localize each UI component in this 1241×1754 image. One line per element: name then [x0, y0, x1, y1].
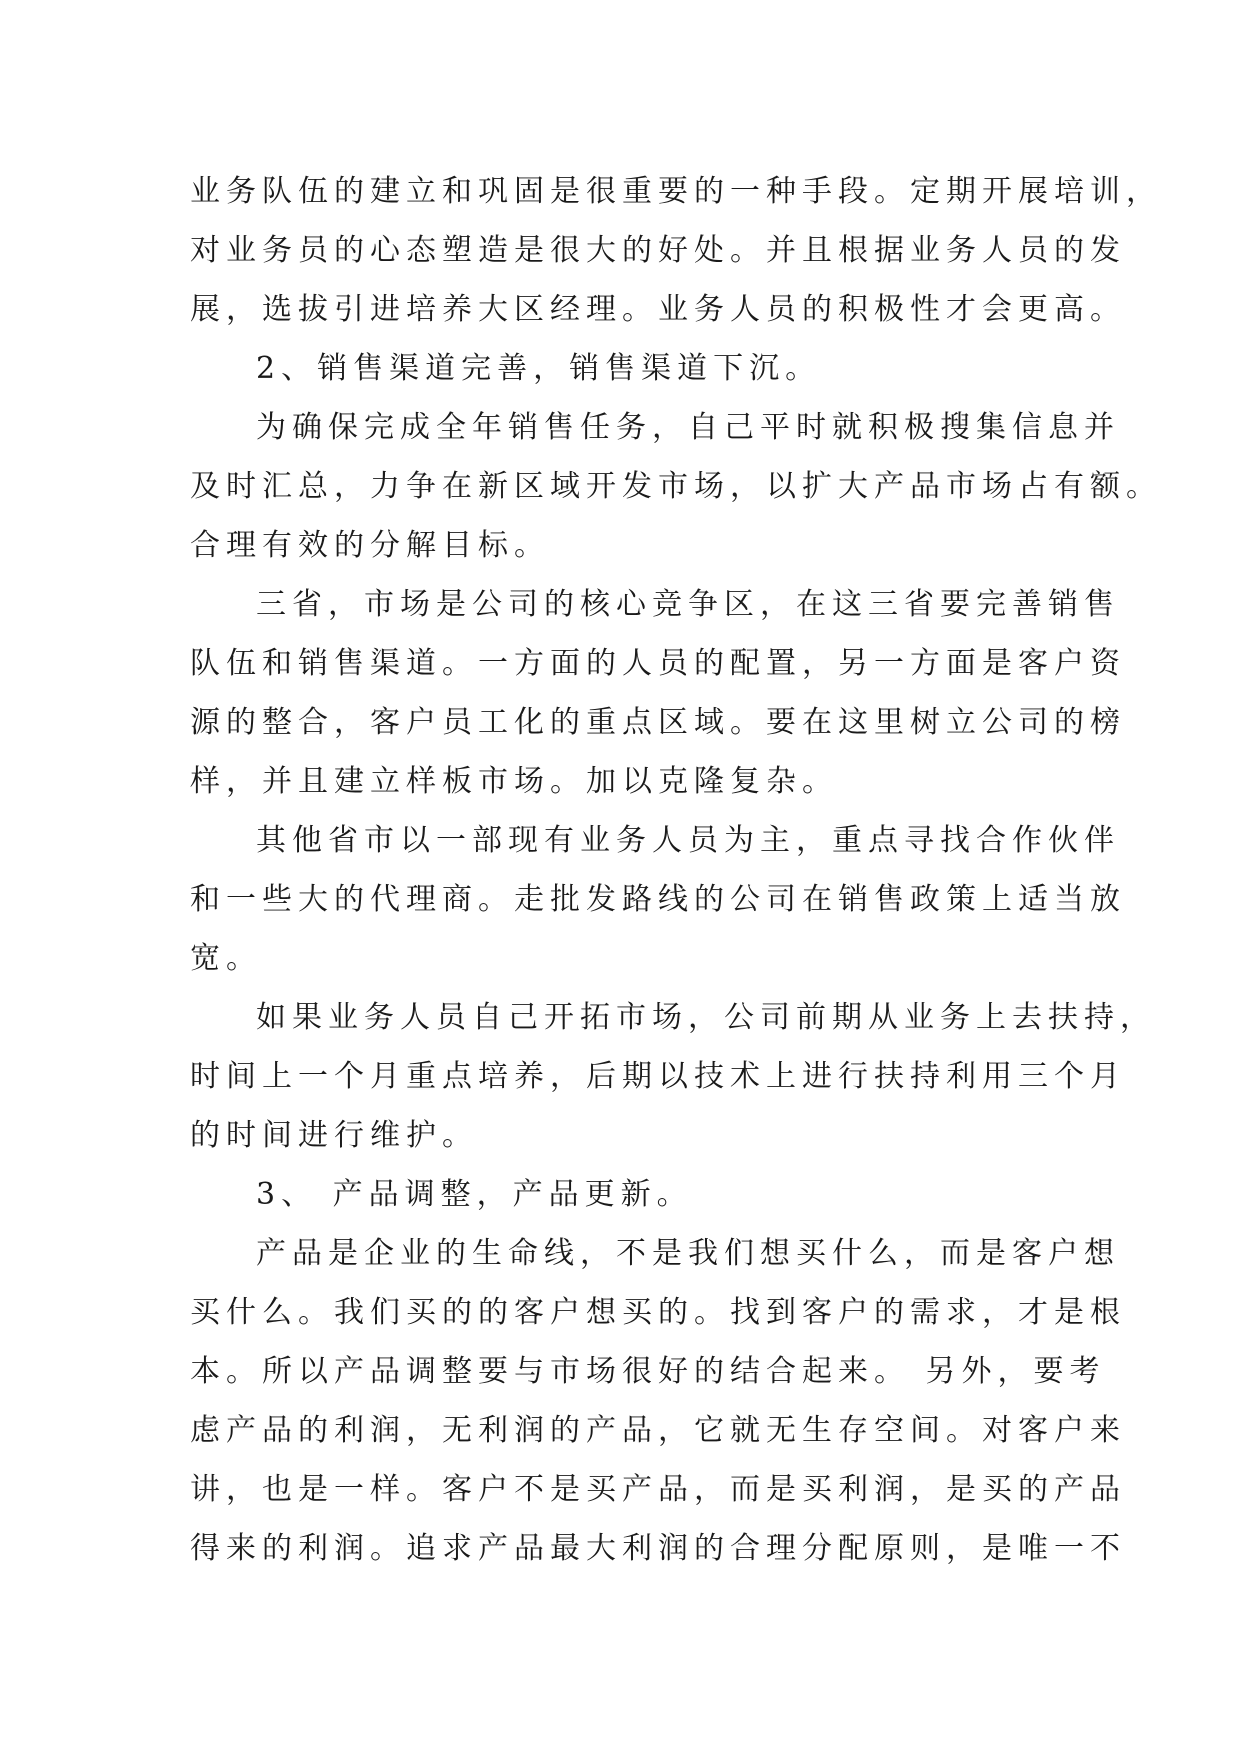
text-line: 三省，市场是公司的核心竞争区，在这三省要完善销售 — [256, 587, 1120, 622]
text-line: 买什么。我们买的的客户想买的。找到客户的需求，才是根 — [190, 1295, 1126, 1330]
text-line: 和一些大的代理商。走批发路线的公司在销售政策上适当放 — [190, 882, 1126, 917]
text-line: 的时间进行维护。 — [190, 1118, 478, 1153]
text-line: 产品是企业的生命线，不是我们想买什么，而是客户想 — [256, 1236, 1120, 1271]
section-heading: 2、销售渠道完善，销售渠道下沉。 — [256, 351, 822, 386]
text-line: 虑产品的利润，无利润的产品，它就无生存空间。对客户来 — [190, 1413, 1126, 1448]
text-line: 业务队伍的建立和巩固是很重要的一种手段。定期开展培训， — [190, 174, 1162, 209]
text-line: 如果业务人员自己开拓市场，公司前期从业务上去扶持， — [256, 1000, 1156, 1035]
text-line: 对业务员的心态塑造是很大的好处。并且根据业务人员的发 — [190, 233, 1126, 268]
text-line: 合理有效的分解目标。 — [190, 528, 550, 563]
text-line: 及时汇总，力争在新区域开发市场，以扩大产品市场占有额。 — [190, 469, 1162, 504]
text-line: 源的整合，客户员工化的重点区域。要在这里树立公司的榜 — [190, 705, 1126, 740]
text-line: 讲，也是一样。客户不是买产品，而是买利润，是买的产品 — [190, 1472, 1126, 1507]
text-line: 为确保完成全年销售任务，自己平时就积极搜集信息并 — [256, 410, 1120, 445]
text-line: 展，选拔引进培养大区经理。业务人员的积极性才会更高。 — [190, 292, 1126, 327]
text-line: 队伍和销售渠道。一方面的人员的配置，另一方面是客户资 — [190, 646, 1126, 681]
text-line: 宽。 — [190, 941, 262, 976]
text-line: 时间上一个月重点培养，后期以技术上进行扶持利用三个月 — [190, 1059, 1126, 1094]
document-body — [190, 162, 1162, 1578]
text-line: 本。所以产品调整要与市场很好的结合起来。 另外，要考 — [190, 1354, 1106, 1389]
section-heading: 3、 产品调整，产品更新。 — [256, 1177, 693, 1212]
text-line: 得来的利润。追求产品最大利润的合理分配原则，是唯一不 — [190, 1531, 1126, 1566]
text-line: 其他省市以一部现有业务人员为主，重点寻找合作伙伴 — [256, 823, 1120, 858]
text-line: 样，并且建立样板市场。加以克隆复杂。 — [190, 764, 838, 799]
